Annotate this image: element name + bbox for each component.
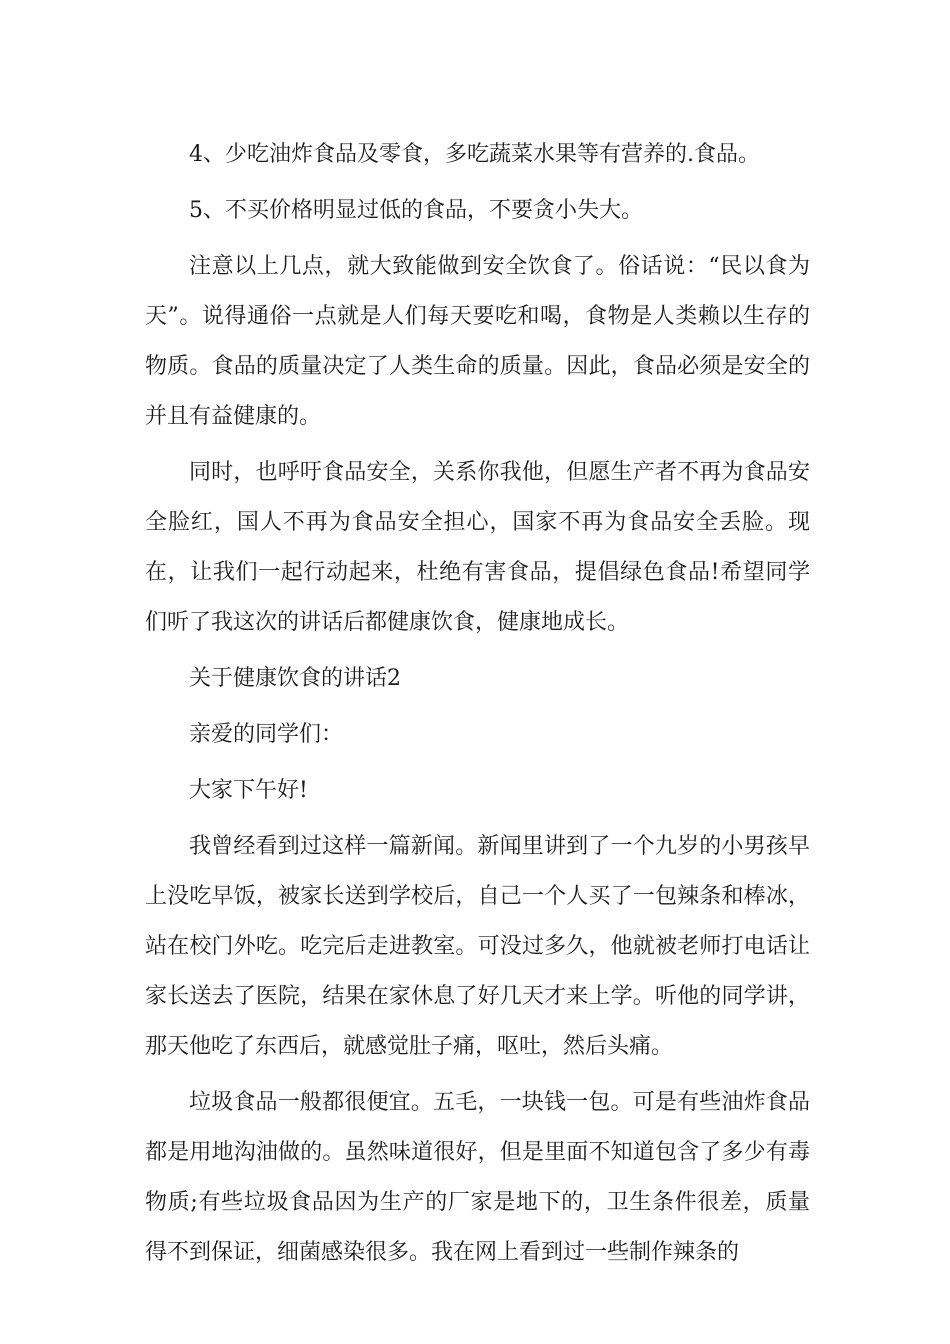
paragraph-news-story: 我曾经看到过这样一篇新闻。新闻里讲到了一个九岁的小男孩早上没吃早饭，被家长送到学校后，自己一个人买了一包辣条和棒冰，站在校门外吃。吃完后走进教室。可没过多久，他就被老师打电话让家长送去了医院，结果在家休息了好几天才来上学。听他的同学讲，那天他吃了东西后，就感觉肚子痛，呕吐，然后头痛。 — [145, 834, 810, 1059]
greeting: 大家下午好! — [189, 778, 308, 803]
paragraph-tip-4: 4、少吃油炸食品及零食，多吃蔬菜水果等有营养的.食品。 — [189, 142, 760, 167]
salutation: 亲爱的同学们： — [189, 722, 344, 747]
paragraph-summary: 注意以上几点，就大致能做到安全饮食了。俗话说：“民以食为天”。说得通俗一点就是人们每天要吃和喝，食物是人类赖以生存的物质。食品的质量决定了人类生命的质量。因此，食品必须是安全的并且有益健康的。 — [145, 254, 810, 429]
section-heading: 关于健康饮食的讲话2 — [189, 666, 401, 691]
paragraph-appeal: 同时，也呼吁食品安全，关系你我他，但愿生产者不再为食品安全脸红，国人不再为食品安全担心，国家不再为食品安全丢脸。现在，让我们一起行动起来，杜绝有害食品，提倡绿色食品!希望同学们听了我这次的讲话后都健康饮食，健康地成长。 — [145, 460, 810, 635]
document-body — [145, 130, 810, 1284]
paragraph-tip-5: 5、不买价格明显过低的食品，不要贪小失大。 — [189, 198, 643, 223]
paragraph-junk-food: 垃圾食品一般都很便宜。五毛，一块钱一包。可是有些油炸食品都是用地沟油做的。虽然味道很好，但是里面不知道包含了多少有毒物质;有些垃圾食品因为生产的厂家是地下的，卫生条件很差，质量得不到保证，细菌感染很多。我在网上看到过一些制作辣条的 — [145, 1090, 810, 1265]
